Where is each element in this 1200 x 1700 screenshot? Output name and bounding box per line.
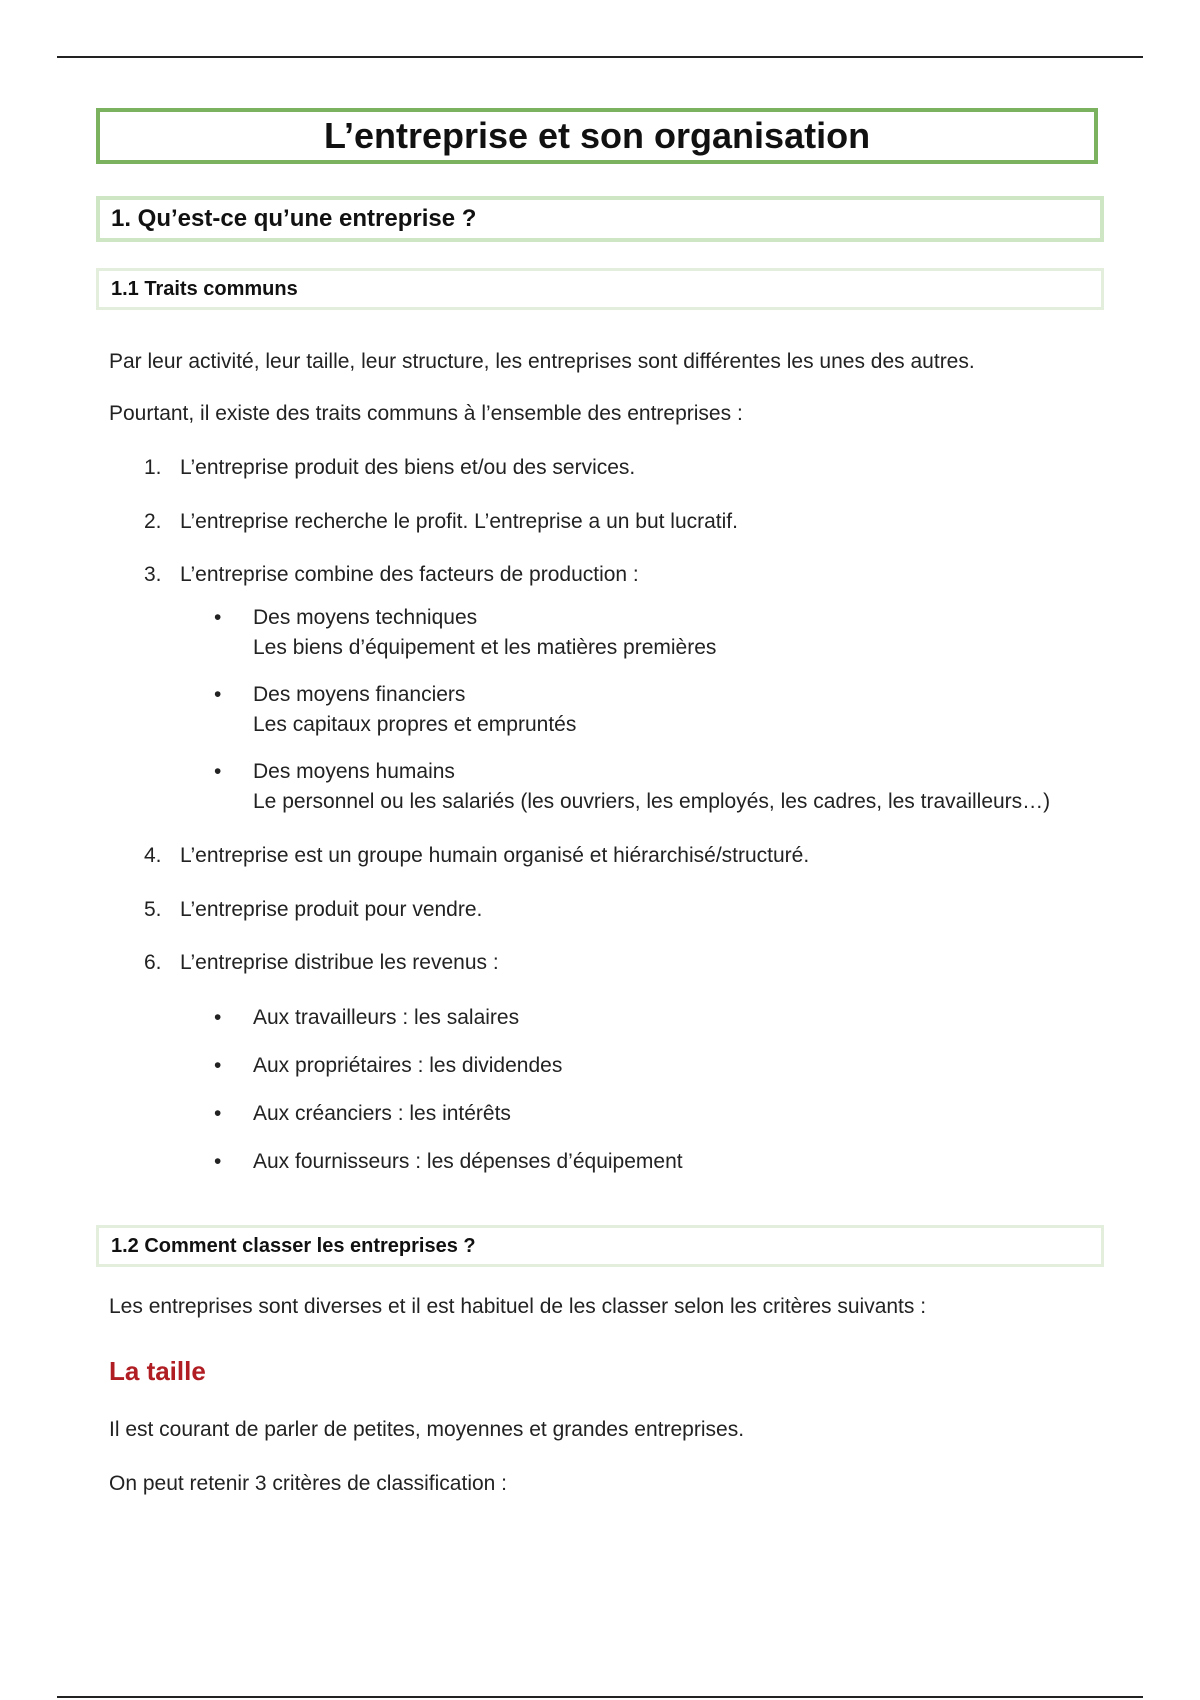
factor-detail: Les capitaux propres et empruntés	[253, 713, 577, 736]
revenue-text: Aux fournisseurs : les dépenses d’équipement	[253, 1150, 683, 1173]
intro-paragraph-1: Par leur activité, leur taille, leur structure, les entreprises sont différentes les unes des autres.	[109, 350, 975, 373]
factor-title: Des moyens techniques	[253, 606, 478, 629]
bottom-rule	[57, 1696, 1143, 1698]
revenue-text: Aux créanciers : les intérêts	[253, 1102, 511, 1125]
list-text: L’entreprise produit pour vendre.	[180, 898, 483, 921]
section-1-heading: 1. Qu’est-ce qu’une entreprise ?	[111, 205, 477, 232]
list-item	[144, 949, 499, 977]
bullet-icon: •	[214, 1006, 222, 1029]
list-item	[144, 842, 809, 870]
revenue-item	[214, 1147, 683, 1177]
list-item	[144, 508, 738, 536]
document-title-box	[96, 108, 1098, 164]
list-number: 3.	[144, 563, 162, 586]
revenue-item	[214, 1099, 511, 1129]
factor-item	[214, 757, 1051, 817]
list-item	[144, 896, 482, 924]
bullet-icon: •	[214, 760, 222, 783]
revenue-text: Aux propriétaires : les dividendes	[253, 1054, 563, 1077]
list-item	[144, 561, 639, 589]
factor-detail: Les biens d’équipement et les matières premières	[253, 636, 717, 659]
bullet-icon: •	[214, 1102, 222, 1125]
taille-paragraph-1: Il est courant de parler de petites, moyennes et grandes entreprises.	[109, 1418, 745, 1441]
section-1-2-heading-box	[96, 1225, 1104, 1267]
revenue-text: Aux travailleurs : les salaires	[253, 1006, 520, 1029]
factor-item	[214, 603, 717, 663]
list-item	[144, 454, 635, 482]
section-1-1-heading-box	[96, 268, 1104, 310]
list-text: L’entreprise produit des biens et/ou des services.	[180, 456, 636, 479]
section-1-2-intro: Les entreprises sont diverses et il est habituel de les classer selon les critères suivants :	[109, 1295, 927, 1318]
factor-title: Des moyens financiers	[253, 683, 466, 706]
intro-paragraph-2: Pourtant, il existe des traits communs à l’ensemble des entreprises :	[109, 402, 743, 425]
bullet-icon: •	[214, 1054, 222, 1077]
list-text: L’entreprise recherche le profit. L’entreprise a un but lucratif.	[180, 510, 738, 533]
top-rule	[57, 56, 1143, 58]
list-text: L’entreprise est un groupe humain organisé et hiérarchisé/structuré.	[180, 844, 810, 867]
factor-title: Des moyens humains	[253, 760, 455, 783]
section-1-heading-box	[96, 196, 1104, 242]
taille-paragraph-2: On peut retenir 3 critères de classification :	[109, 1472, 508, 1495]
revenue-item	[214, 1003, 520, 1033]
bullet-icon: •	[214, 606, 222, 629]
bullet-icon: •	[214, 683, 222, 706]
list-number: 6.	[144, 951, 162, 974]
section-1-1-heading: 1.1 Traits communs	[111, 277, 298, 300]
revenue-item	[214, 1051, 563, 1081]
list-number: 5.	[144, 898, 162, 921]
list-text: L’entreprise distribue les revenus :	[180, 951, 499, 974]
list-number: 1.	[144, 456, 162, 479]
list-number: 2.	[144, 510, 162, 533]
list-text: L’entreprise combine des facteurs de production :	[180, 563, 639, 586]
document-title: L’entreprise et son organisation	[323, 115, 871, 156]
factor-item	[214, 680, 577, 740]
section-1-2-heading: 1.2 Comment classer les entreprises ?	[111, 1234, 476, 1257]
factor-detail: Le personnel ou les salariés (les ouvriers, les employés, les cadres, les travailleurs…)	[253, 790, 1051, 813]
list-number: 4.	[144, 844, 162, 867]
bullet-icon: •	[214, 1150, 222, 1173]
subheading-la-taille: La taille	[109, 1356, 206, 1386]
